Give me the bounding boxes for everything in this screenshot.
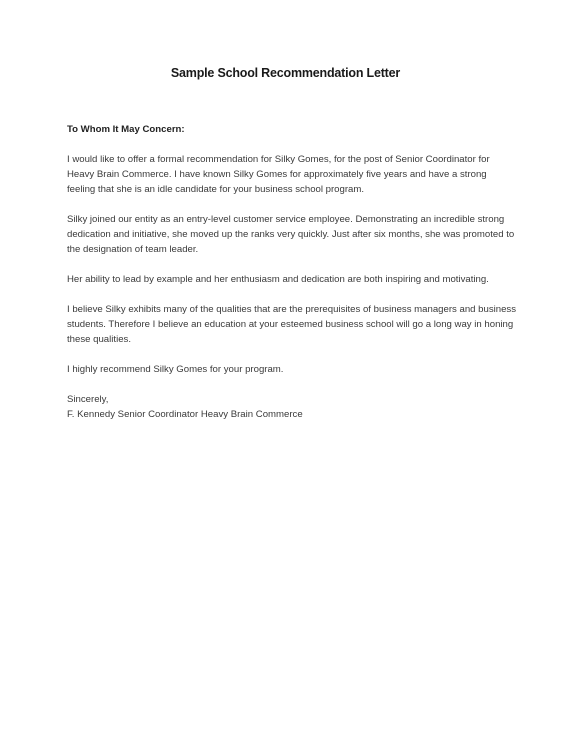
closing: Sincerely, — [67, 394, 109, 405]
paragraph-2: Silky joined our entity as an entry-level customer service employee. Demonstrating an incredible strong dedication and initiative, she moved up the ranks very quickly. Just after six months, she was promoted to the designation of team leader. — [67, 214, 515, 255]
letter-body — [67, 122, 517, 422]
signature: F. Kennedy Senior Coordinator Heavy Brain Commerce — [67, 409, 303, 420]
document-title: Sample School Recommendation Letter — [170, 66, 401, 80]
paragraph-5: I highly recommend Silky Gomes for your program. — [67, 364, 284, 375]
salutation: To Whom It May Concern: — [67, 124, 185, 135]
paragraph-1: I would like to offer a formal recommendation for Silky Gomes, for the post of Senior Coordinator for Heavy Brain Commerce. I have known Silky Gomes for approximately five years and have a strong feeling that she is an idle candidate for your business school program. — [67, 154, 490, 195]
paragraph-4: I believe Silky exhibits many of the qualities that are the prerequisites of business managers and business students. Therefore I believe an education at your esteemed business school will go a long way in honing these qualities. — [67, 304, 517, 345]
paragraph-3: Her ability to lead by example and her enthusiasm and dedication are both inspiring and motivating. — [67, 274, 489, 285]
